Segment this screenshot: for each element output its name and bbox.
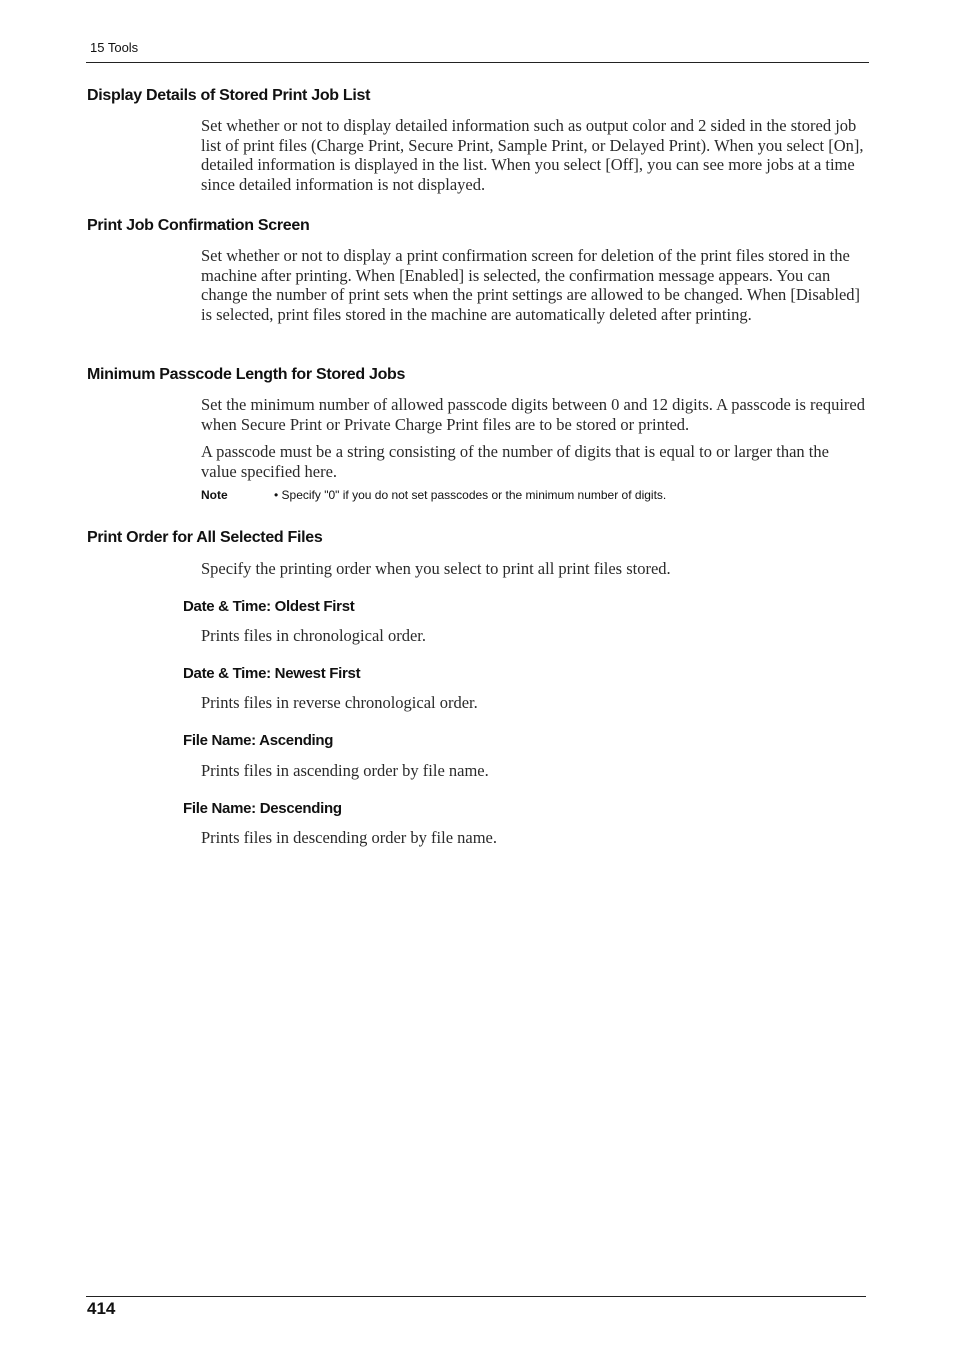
- subsection-body-file-name-descending: Prints files in descending order by file name.: [201, 828, 498, 847]
- subsection-heading-file-name-descending: File Name: Descending: [183, 800, 342, 817]
- subsection-body-newest-first: Prints files in reverse chronological order.: [201, 693, 478, 712]
- section-heading-print-order: Print Order for All Selected Files: [87, 529, 323, 546]
- subsection-heading-file-name-ascending: File Name: Ascending: [183, 732, 334, 749]
- section-heading-print-job-confirmation: Print Job Confirmation Screen: [87, 217, 310, 234]
- subsection-body-oldest-first: Prints files in chronological order.: [201, 626, 426, 645]
- subsection-body-file-name-ascending: Prints files in ascending order by file name.: [201, 761, 489, 780]
- subsection-heading-oldest-first: Date & Time: Oldest First: [183, 598, 355, 615]
- page-number: 414: [87, 1299, 116, 1318]
- section-heading-minimum-passcode: Minimum Passcode Length for Stored Jobs: [87, 366, 406, 383]
- note-text: • Specify "0" if you do not set passcodes or the minimum number of digits.: [274, 488, 667, 502]
- note-label: Note: [201, 488, 228, 502]
- footer-rule: [86, 1296, 866, 1297]
- section-body-minimum-passcode-2: A passcode must be a string consisting of the number of digits that is equal to or larger than the value specified here.: [201, 442, 829, 481]
- section-body-print-job-confirmation: Set whether or not to display a print confirmation screen for deletion of the print files stored in the machine after printing. When [Enabled] is selected, the confirmation message appears. You can change the number of print sets when the print settings are allowed to be changed. When [Disabled] is selected, print files stored in the machine are automatically deleted after printing.: [201, 246, 861, 324]
- section-body-print-order: Specify the printing order when you select to print all print files stored.: [201, 559, 671, 578]
- subsection-heading-newest-first: Date & Time: Newest First: [183, 665, 361, 682]
- section-heading-display-details: Display Details of Stored Print Job List: [87, 87, 371, 104]
- header-rule: [86, 62, 869, 63]
- section-body-minimum-passcode-1: Set the minimum number of allowed passcode digits between 0 and 12 digits. A passcode is required when Secure Print or Private Charge Print files are to be stored or printed.: [201, 395, 866, 434]
- section-body-display-details: Set whether or not to display detailed information such as output color and 2 sided in the stored job list of print files (Charge Print, Secure Print, Sample Print, or Delayed Print). When you select [On], detailed information is displayed in the list. When you select [Off], you can see more jobs at a time since detailed information is not displayed.: [201, 116, 864, 194]
- chapter-header: 15 Tools: [90, 40, 139, 55]
